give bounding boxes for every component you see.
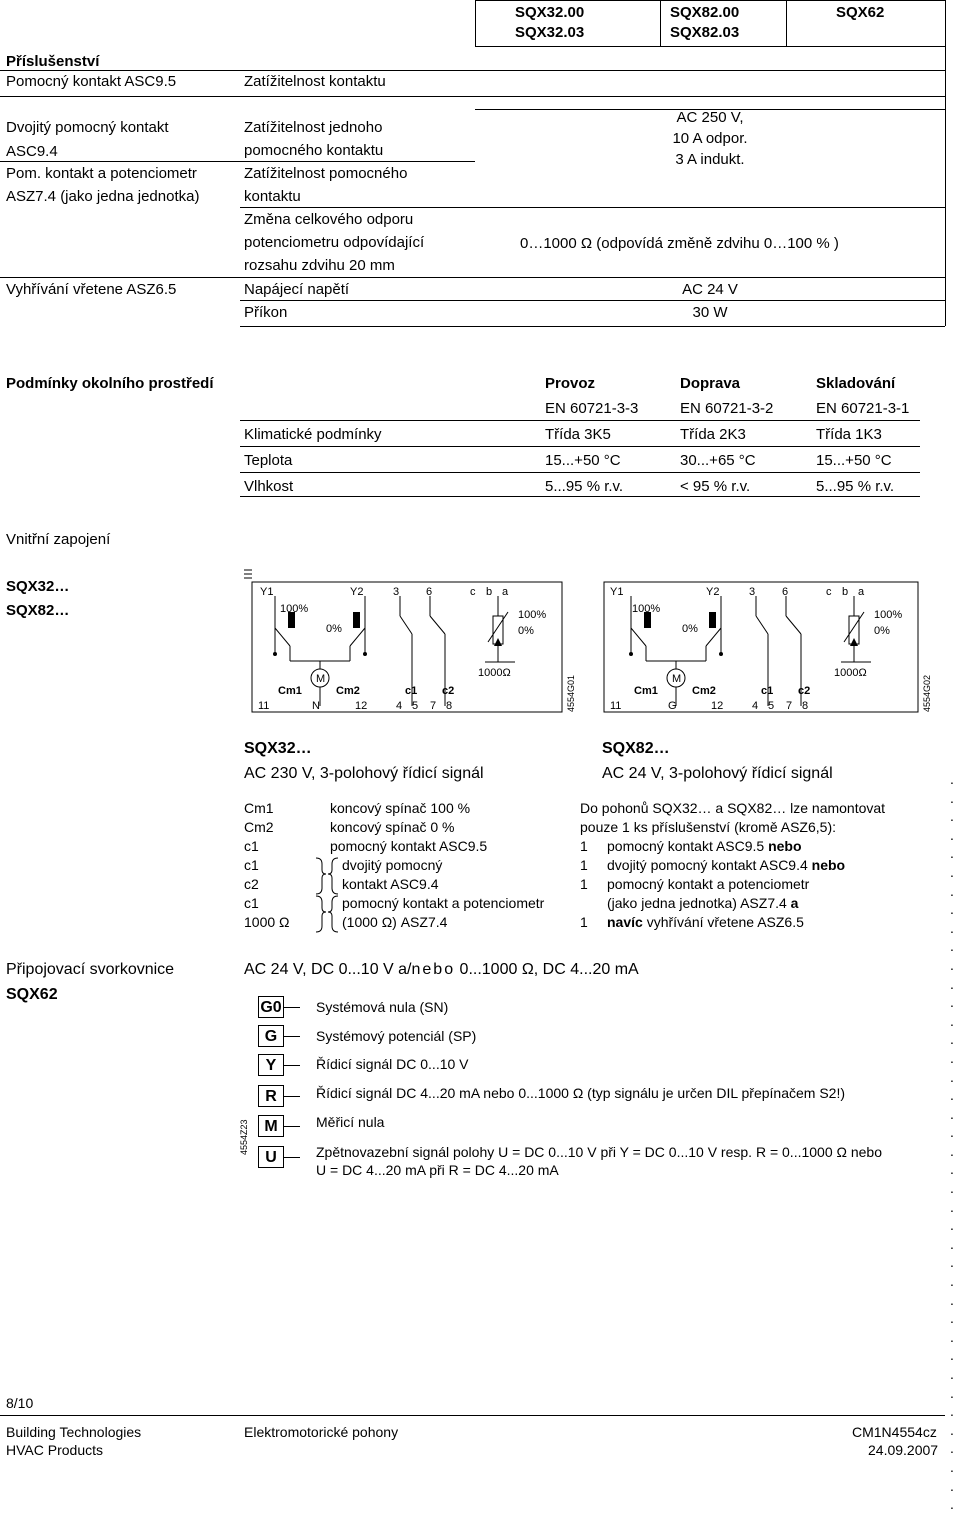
footer-right-2: 24.09.2007: [868, 1442, 939, 1458]
legend-brackets: [310, 856, 344, 936]
d2-m: M: [672, 673, 682, 685]
footer-left-1: Building Technologies: [6, 1424, 142, 1440]
d2-cm1: Cm1: [634, 685, 658, 697]
note-line-4: pomocný kontakt a potenciometr: [607, 876, 810, 892]
d1-100b: 100%: [518, 609, 547, 621]
wiring-diagram-sqx32: [240, 566, 580, 716]
acc-mid-5: Změna celkového odporu: [244, 211, 414, 228]
margin-dots: . . . . . . . . . . . . . . . . . . . . . . . . . . . . . . . . . . . . . . . .: [950, 771, 954, 1513]
terminal-y: Y: [258, 1054, 284, 1076]
col-header-sqx32-00: SQX32.00: [515, 4, 585, 21]
terminals-header: AC 24 V, DC 0...10 V a/nebo 0...1000 Ω, DC 4...20 mA: [244, 961, 639, 978]
d1-c: c: [470, 586, 476, 598]
env-std-1: EN 60721-3-2: [680, 400, 774, 417]
terminals-code: 4554Z23: [239, 1119, 249, 1155]
d1-a: a: [502, 586, 509, 598]
wiring-diagram-sqx82: [596, 566, 936, 716]
d2-cm2: Cm2: [692, 685, 716, 697]
legend-val-0: koncový spínač 100 %: [330, 800, 471, 816]
accessories-title: Příslušenství: [6, 53, 100, 70]
env-temp-1: 30...+65 °C: [680, 452, 756, 469]
d1-t12: 12: [355, 700, 368, 712]
d2-y1: Y1: [610, 586, 624, 598]
legend-key-2: c1: [244, 838, 259, 854]
d1-c1: c1: [405, 685, 418, 697]
d2-t7: 7: [786, 700, 793, 712]
d2-1000: 1000Ω: [834, 667, 867, 679]
terminals-model: SQX62: [6, 986, 58, 1003]
d1-t8: 8: [446, 700, 453, 712]
d2-0b: 0%: [874, 625, 890, 637]
acc-mid-1: Zatížitelnost jednoho: [244, 119, 383, 136]
d2-t8: 8: [802, 700, 809, 712]
acc-mid-7: rozsahu zdvihu 20 mm: [244, 257, 395, 274]
acc-left-2: ASC9.4: [6, 143, 58, 160]
d1-3: 3: [393, 586, 400, 598]
acc-left-1: Dvojitý pomocný kontakt: [6, 119, 169, 136]
terminal-g0-desc: Systémová nula (SN): [316, 999, 449, 1015]
env-climate-0: Třída 3K5: [545, 426, 611, 443]
env-climate-1: Třída 2K3: [680, 426, 746, 443]
terminal-r: R: [258, 1085, 284, 1107]
acc-mid-4: kontaktu: [244, 188, 301, 205]
note-num-3: 1: [580, 857, 588, 873]
legend-val-6: (1000 Ω) ASZ7.4: [342, 914, 448, 930]
acc-mid-0: Zatížitelnost kontaktu: [244, 73, 386, 90]
acc-mid-8: Napájecí napětí: [244, 281, 350, 298]
acc-value-resistance: 0…1000 Ω (odpovídá změně zdvihu 0…100 % ): [520, 235, 839, 252]
legend-key-1: Cm2: [244, 819, 274, 835]
d1-t7: 7: [430, 700, 437, 712]
d1-100: 100%: [280, 603, 309, 615]
note-line-3: dvojitý pomocný kontakt ASC9.4 nebo: [607, 857, 846, 873]
env-temp-0: 15...+50 °C: [545, 452, 621, 469]
footer-left-2: HVAC Products: [6, 1442, 103, 1458]
d2-0: 0%: [682, 623, 698, 635]
d1-cm2: Cm2: [336, 685, 360, 697]
caption-sqx32-title: SQX32…: [244, 740, 312, 757]
d1-b: b: [486, 586, 493, 598]
d1-t4: 4: [396, 700, 403, 712]
caption-sqx32-sub: AC 230 V, 3-polohový řídicí signál: [244, 765, 484, 782]
note-line-1: pouze 1 ks příslušenství (kromě ASZ6,5):: [580, 819, 836, 835]
acc-mid-6: potenciometru odpovídající: [244, 234, 425, 251]
env-std-2: EN 60721-3-1: [816, 400, 910, 417]
d2-t12: 12: [711, 700, 724, 712]
wiring-model-sqx32: SQX32…: [6, 578, 70, 595]
env-hum-2: 5...95 % r.v.: [816, 478, 895, 495]
d2-100: 100%: [632, 603, 661, 615]
env-hum-0: 5...95 % r.v.: [545, 478, 624, 495]
env-col-provoz: Provoz: [545, 375, 596, 392]
d2-t5: 5: [768, 700, 775, 712]
legend-val-1: koncový spínač 0 %: [330, 819, 455, 835]
terminal-m-desc: Měřicí nula: [316, 1114, 385, 1130]
acc-left-0: Pomocný kontakt ASC9.5: [6, 73, 177, 90]
d1-0: 0%: [326, 623, 342, 635]
d1-m: M: [316, 673, 326, 685]
d2-100b: 100%: [874, 609, 903, 621]
d2-3: 3: [749, 586, 756, 598]
d2-c: c: [826, 586, 832, 598]
terminal-g-desc: Systémový potenciál (SP): [316, 1028, 477, 1044]
env-hum-1: < 95 % r.v.: [680, 478, 751, 495]
terminal-r-desc: Řídicí signál DC 4...20 mA nebo 0...1000 Ω (typ signálu je určen DIL přepínačem S2!): [316, 1085, 845, 1101]
note-line-5: (jako jedna jednotka) ASZ7.4 a: [607, 895, 799, 911]
d2-b: b: [842, 586, 849, 598]
legend-key-5: c1: [244, 895, 259, 911]
terminals-title: Připojovací svorkovnice: [6, 961, 175, 978]
d2-a: a: [858, 586, 865, 598]
note-num-2: 1: [580, 838, 588, 854]
d1-6: 6: [426, 586, 433, 598]
terminal-g: G: [258, 1025, 284, 1047]
d2-tg: G: [668, 700, 677, 712]
legend-key-0: Cm1: [244, 800, 274, 816]
d2-y2: Y2: [706, 586, 720, 598]
note-num-6: 1: [580, 914, 588, 930]
col-header-sqx82-00: SQX82.00: [670, 4, 740, 21]
env-row-label-temp: Teplota: [244, 452, 293, 469]
terminal-u-desc-2: U = DC 4...20 mA při R = DC 4...20 mA: [316, 1162, 559, 1178]
terminal-u-desc: Zpětnovazební signál polohy U = DC 0...10 V při Y = DC 0...10 V resp. R = 0...1000 Ω nebo: [316, 1144, 883, 1160]
legend-key-6: 1000 Ω: [244, 914, 290, 930]
terminal-u: U: [258, 1146, 284, 1168]
acc-mid-9: Příkon: [244, 304, 288, 321]
d1-t11: 11: [258, 700, 270, 712]
legend-key-4: c2: [244, 876, 259, 892]
note-line-6: navíc vyhřívání vřetene ASZ6.5: [607, 914, 804, 930]
acc-mid-3: Zatížitelnost pomocného: [244, 165, 408, 182]
col-header-sqx62: SQX62: [836, 4, 885, 21]
env-row-label-humidity: Vlhkost: [244, 478, 294, 495]
d1-y1: Y1: [260, 586, 274, 598]
d1-code: 4554G01: [566, 674, 576, 712]
d1-0b: 0%: [518, 625, 534, 637]
footer-right-1: CM1N4554cz: [852, 1424, 937, 1440]
d1-cm1: Cm1: [278, 685, 302, 697]
legend-val-4: kontakt ASC9.4: [342, 876, 439, 892]
footer-center: Elektromotorické pohony: [244, 1424, 399, 1440]
legend-val-5: pomocný kontakt a potenciometr: [342, 895, 545, 911]
d2-t4: 4: [752, 700, 759, 712]
acc-left-3: Pom. kontakt a potenciometr: [6, 165, 197, 182]
d2-t11: 11: [610, 700, 622, 712]
note-num-4: 1: [580, 876, 588, 892]
col-header-sqx82-03: SQX82.03: [670, 24, 740, 41]
acc-left-5: Vyhřívání vřetene ASZ6.5: [6, 281, 177, 298]
d2-c1: c1: [761, 685, 774, 697]
d1-1000: 1000Ω: [478, 667, 511, 679]
wiring-model-sqx82: SQX82…: [6, 602, 70, 619]
terminal-g0: G0: [258, 996, 284, 1018]
d1-t5: 5: [412, 700, 419, 712]
acc-value-10a: 10 A odpor.: [672, 130, 748, 147]
env-col-doprava: Doprava: [680, 375, 741, 392]
d2-code: 4554G02: [922, 674, 932, 712]
acc-value-ac24: AC 24 V: [682, 281, 738, 298]
caption-sqx82-title: SQX82…: [602, 740, 670, 757]
footer-page: 8/10: [6, 1395, 34, 1411]
terminal-m: M: [258, 1115, 284, 1137]
d2-c2: c2: [798, 685, 811, 697]
env-temp-2: 15...+50 °C: [816, 452, 892, 469]
caption-sqx82-sub: AC 24 V, 3-polohový řídicí signál: [602, 765, 833, 782]
d1-y2: Y2: [350, 586, 364, 598]
env-std-0: EN 60721-3-3: [545, 400, 639, 417]
d2-6: 6: [782, 586, 789, 598]
legend-key-3: c1: [244, 857, 259, 873]
acc-left-4: ASZ7.4 (jako jedna jednotka): [6, 188, 200, 205]
legend-val-3: dvojitý pomocný: [342, 857, 443, 873]
col-header-sqx32-03: SQX32.03: [515, 24, 585, 41]
env-col-skladovani: Skladování: [816, 375, 896, 392]
legend-val-2: pomocný kontakt ASC9.5: [330, 838, 488, 854]
acc-value-30w: 30 W: [692, 304, 728, 321]
d1-tn: N: [312, 700, 320, 712]
d1-c2: c2: [442, 685, 455, 697]
acc-mid-2: pomocného kontaktu: [244, 142, 384, 159]
terminal-y-desc: Řídicí signál DC 0...10 V: [316, 1056, 469, 1072]
acc-value-3a: 3 A indukt.: [675, 151, 745, 168]
env-climate-2: Třída 1K3: [816, 426, 882, 443]
environment-title: Podmínky okolního prostředí: [6, 375, 214, 392]
wiring-title: Vnitřní zapojení: [6, 531, 111, 548]
note-line-2: pomocný kontakt ASC9.5 nebo: [607, 838, 802, 854]
acc-value-ac250: AC 250 V,: [676, 109, 744, 126]
note-line-0: Do pohonů SQX32… a SQX82… lze namontovat: [580, 800, 886, 816]
env-row-label-climate: Klimatické podmínky: [244, 426, 382, 443]
